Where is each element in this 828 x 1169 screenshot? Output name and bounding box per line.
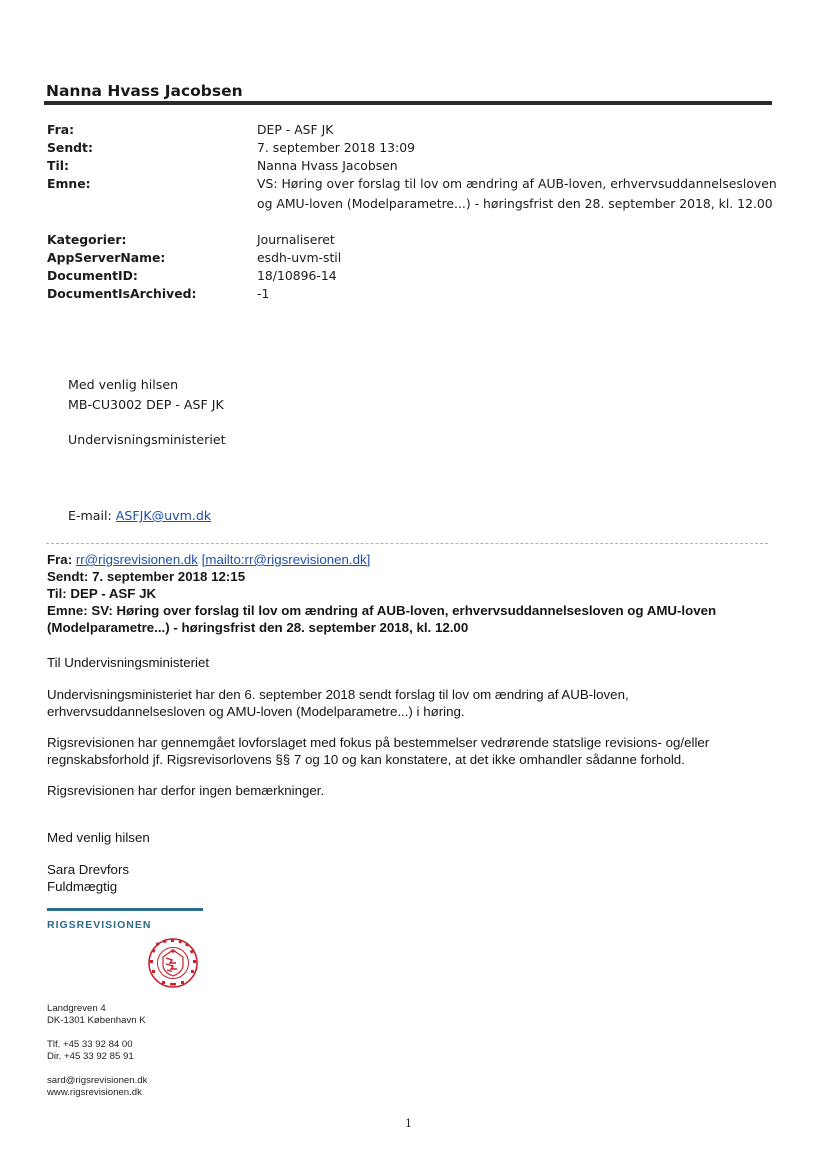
meta-label-from: Fra:: [47, 122, 75, 137]
page-number: 1: [405, 1117, 412, 1130]
signature-org: Undervisningsministeriet: [68, 432, 226, 447]
prop-label-archived: DocumentIsArchived:: [47, 286, 197, 301]
meta-value-to: Nanna Hvass Jacobsen: [257, 158, 398, 173]
forwarded-subject-cont: [47, 619, 787, 636]
meta-value-subject: VS: Høring over forslag til lov om ændring af AUB-loven, erhvervsuddannelsesloven: [257, 176, 777, 191]
forwarded-from-line: [47, 551, 787, 568]
forwarded-subject-value2: (Modelparametre...) - høringsfrist den 28. september 2018, kl. 12.00: [47, 620, 469, 635]
email-label: E-mail:: [68, 508, 112, 523]
body-paragraph-3: Rigsrevisionen har derfor ingen bemærkninger.: [47, 783, 325, 798]
forwarded-sent-line: [47, 568, 787, 585]
forwarded-sent-label: Sendt:: [47, 569, 89, 584]
forwarded-mailto-link[interactable]: [mailto:rr@rigsrevisionen.dk]: [201, 552, 371, 567]
meta-value-sent: 7. september 2018 13:09: [257, 140, 415, 155]
phone-tlf: Tlf. +45 33 92 84 00: [47, 1039, 133, 1050]
prop-label-appserver: AppServerName:: [47, 250, 166, 265]
body-paragraph-2b: regnskabsforhold jf. Rigsrevisorlovens §§ 7 og 10 og kan konstatere, at det ikke omhandler sådanne forhold.: [47, 752, 685, 767]
prop-label-category: Kategorier:: [47, 232, 127, 247]
forwarded-subject-value: SV: Høring over forslag til lov om ændring af AUB-loven, erhvervsuddannelsesloven og AMU-loven: [91, 603, 717, 618]
meta-label-to: Til:: [47, 158, 69, 173]
header-rule: [44, 101, 772, 105]
body-signer: Sara Drevfors: [47, 862, 130, 877]
sender-name: Nanna Hvass Jacobsen: [46, 82, 243, 100]
body-paragraph-1b: erhvervsuddannelsesloven og AMU-loven (Modelparametre...) i høring.: [47, 704, 465, 719]
prop-value-category: Journaliseret: [257, 232, 335, 247]
signature-greeting: Med venlig hilsen: [68, 377, 179, 392]
forwarded-to-label: Til:: [47, 586, 67, 601]
forwarded-from-link[interactable]: rr@rigsrevisionen.dk: [75, 552, 198, 567]
address-city: DK-1301 København K: [47, 1015, 146, 1026]
seal-logo-icon: [142, 936, 204, 990]
forward-separator: [46, 543, 768, 544]
footer-email[interactable]: sard@rigsrevisionen.dk: [47, 1075, 148, 1086]
body-closing: Med venlig hilsen: [47, 830, 150, 845]
meta-value-from: DEP - ASF JK: [257, 122, 334, 137]
prop-value-documentid: 18/10896-14: [257, 268, 337, 283]
email-link[interactable]: ASFJK@uvm.dk: [115, 508, 212, 523]
forwarded-to-line: [47, 585, 787, 602]
forwarded-subject-label: Emne:: [47, 603, 88, 618]
forwarded-to-value: DEP - ASF JK: [70, 586, 157, 601]
meta-label-sent: Sendt:: [47, 140, 93, 155]
brand-rule: [47, 908, 203, 911]
body-signer-title: Fuldmægtig: [47, 879, 118, 894]
phone-dir: Dir. +45 33 92 85 91: [47, 1051, 134, 1062]
signature-unit: MB-CU3002 DEP - ASF JK: [68, 397, 224, 412]
prop-label-documentid: DocumentID:: [47, 268, 138, 283]
body-salutation: Til Undervisningsministeriet: [47, 655, 210, 670]
address-street: Landgreven 4: [47, 1003, 106, 1014]
forwarded-from-label: Fra:: [47, 552, 73, 567]
forwarded-sent-value: 7. september 2018 12:15: [92, 569, 246, 584]
body-paragraph-2a: Rigsrevisionen har gennemgået lovforslaget med fokus på bestemmelser vedrørende statslige revisions- og/eller: [47, 735, 710, 750]
meta-label-subject: Emne:: [47, 176, 91, 191]
signature-email-line: [68, 508, 211, 523]
forwarded-subject-line: [47, 602, 807, 619]
brand-name: RIGSREVISIONEN: [47, 919, 152, 931]
body-paragraph-1a: Undervisningsministeriet har den 6. september 2018 sendt forslag til lov om ændring af AUB-loven,: [47, 687, 629, 702]
meta-value-subject-cont: og AMU-loven (Modelparametre...) - høringsfrist den 28. september 2018, kl. 12.00: [257, 196, 773, 211]
prop-value-archived: -1: [257, 286, 270, 301]
prop-value-appserver: esdh-uvm-stil: [257, 250, 342, 265]
footer-website[interactable]: www.rigsrevisionen.dk: [47, 1087, 142, 1098]
